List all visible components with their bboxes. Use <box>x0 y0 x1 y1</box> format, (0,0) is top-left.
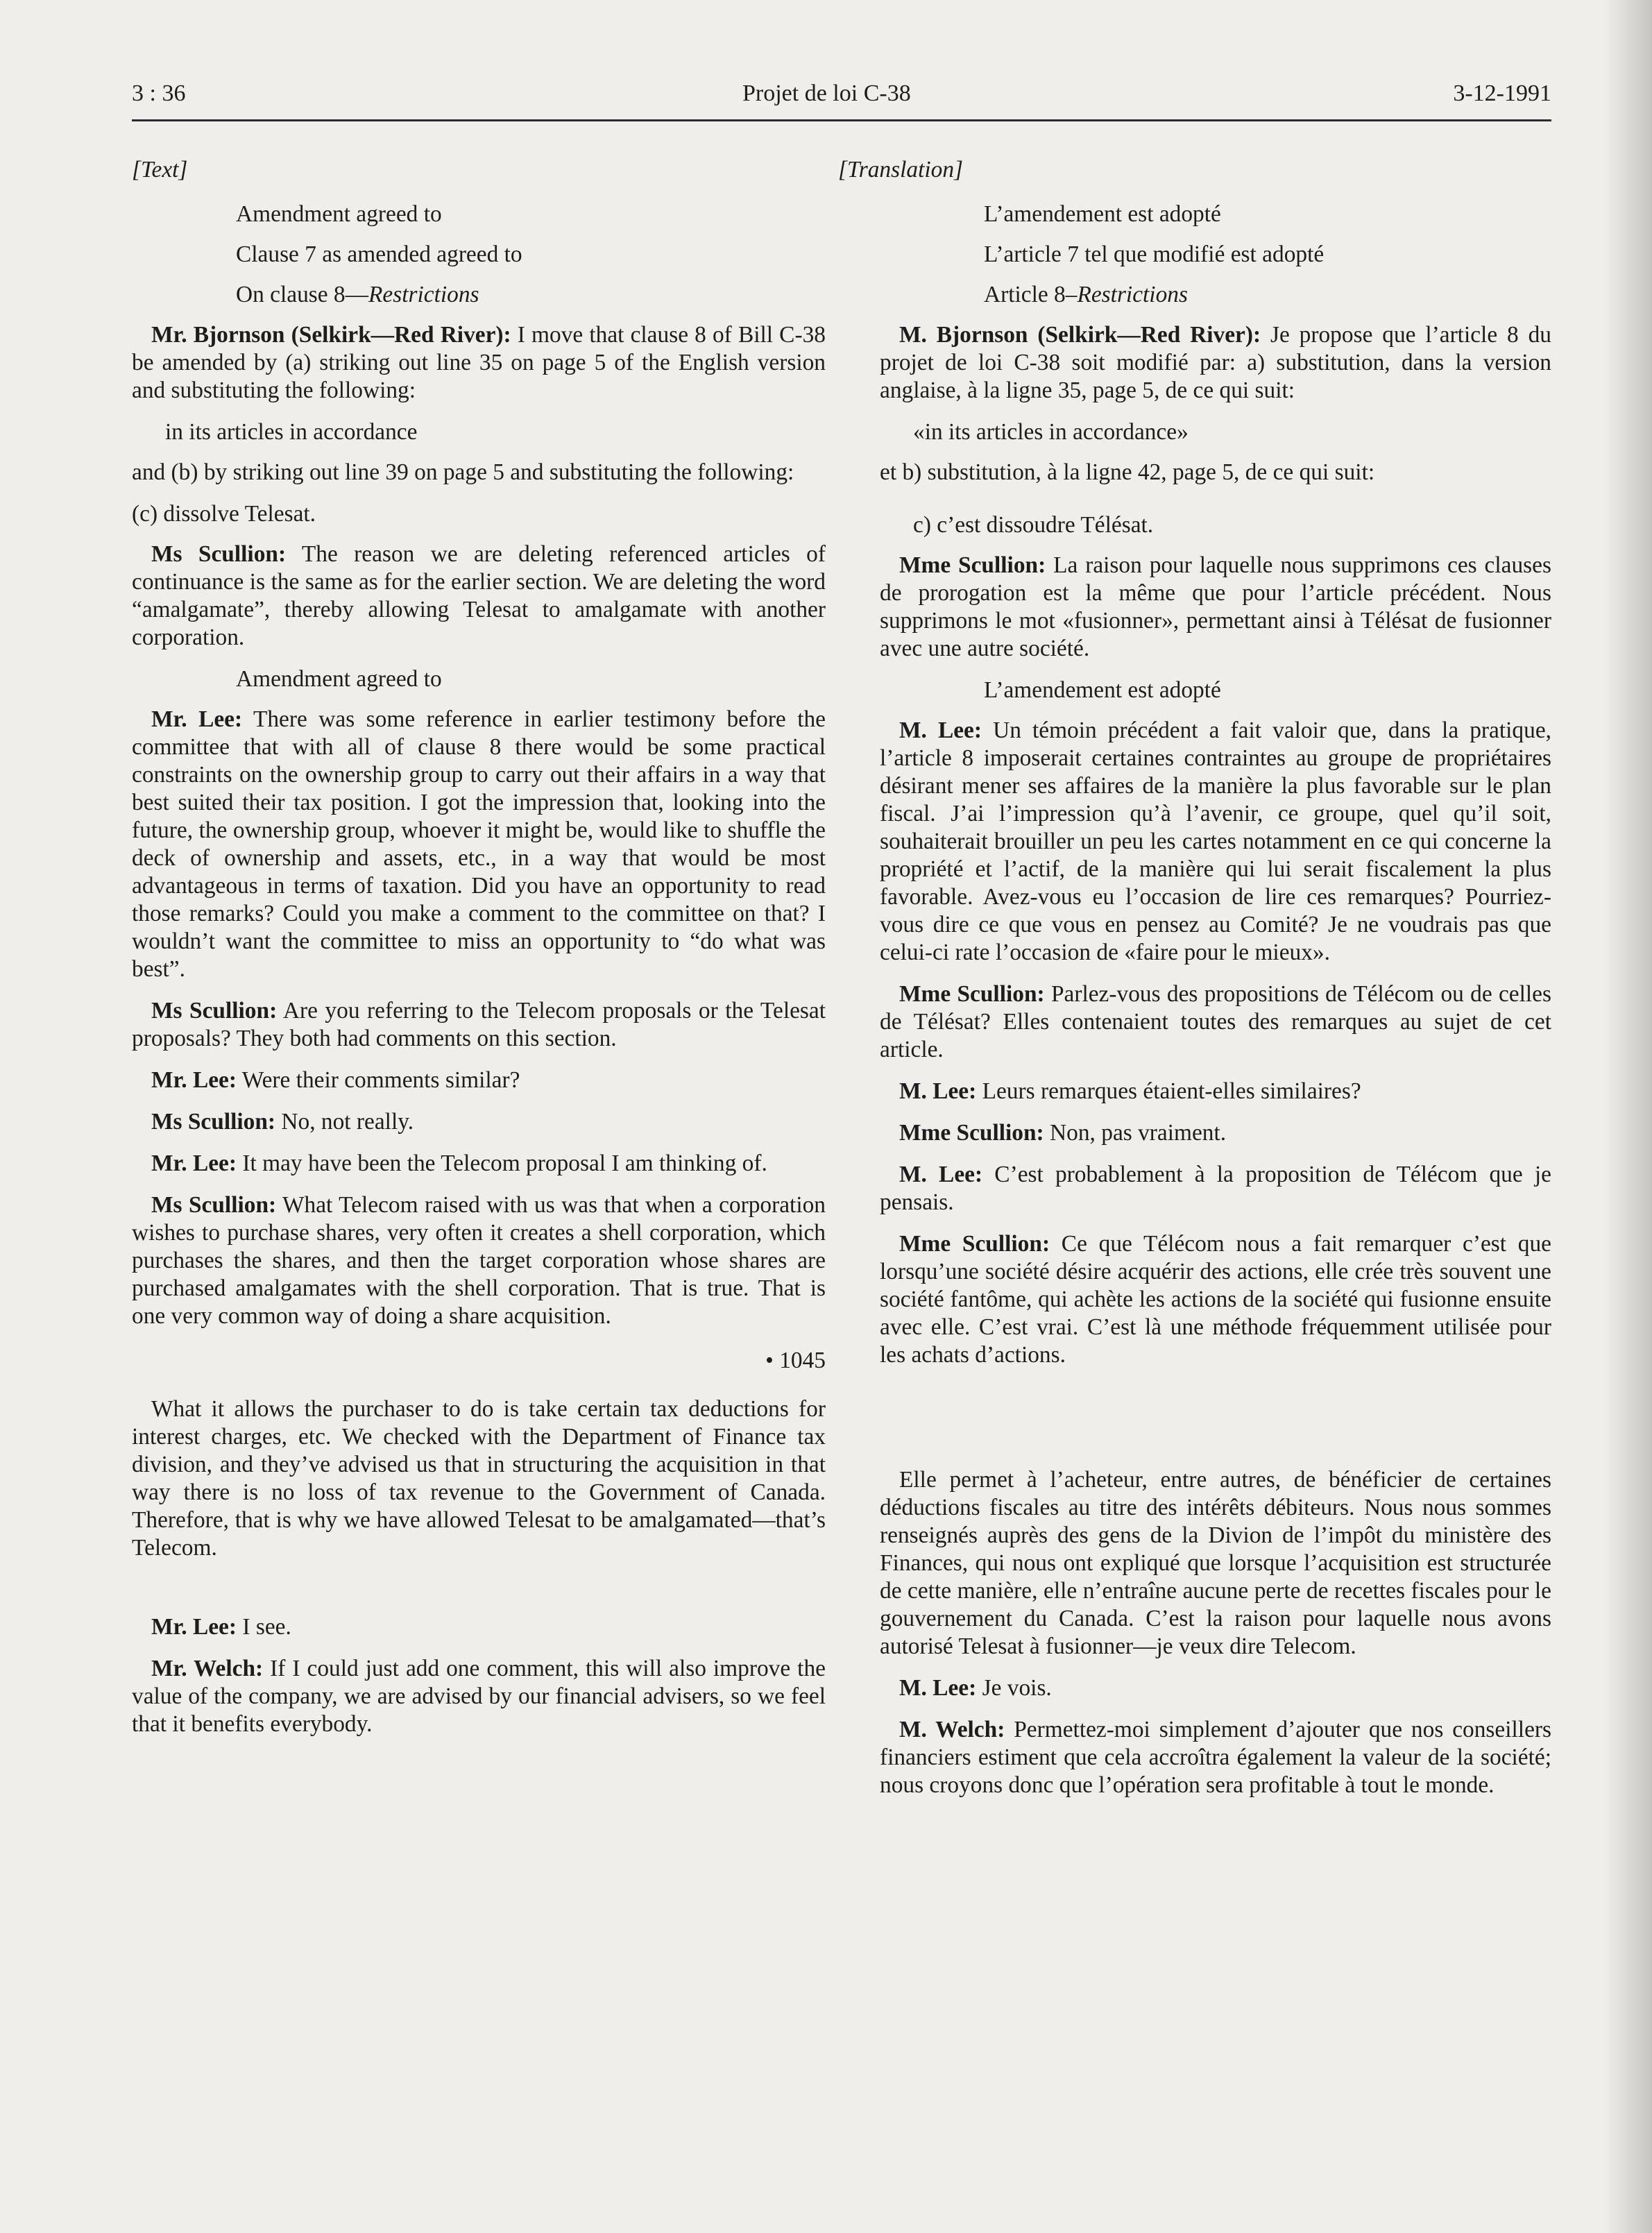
bjornson-motion <box>132 321 826 405</box>
running-title: Projet de loi C-38 <box>742 80 911 106</box>
scullion-reponse-4 <box>880 1230 1551 1369</box>
scullion-reponse-2 <box>880 980 1551 1064</box>
translation-tag: [Translation] <box>838 157 964 182</box>
speaker-name: M. Welch: <box>899 1717 1005 1742</box>
speech-text: What Telecom raised with us was that when a corporation wishes to purchase shares, very often it creates a shell corporation, which purchases the shares, and then the target corporation whose shares are purchased amalgamates with the shell corporation. That is true. That is one very common way of doing a share acquisition. <box>132 1192 826 1329</box>
article-8-prefix: Article 8– <box>984 282 1078 307</box>
lee-question-2 <box>880 1078 1551 1105</box>
lee-question-4 <box>132 1613 826 1641</box>
motion-part-b: and (b) by striking out line 39 on page 5 and substituting the following: <box>132 459 794 485</box>
page-header <box>132 78 1551 121</box>
on-clause-8 <box>132 281 826 309</box>
speaker-name: Ms Scullion: <box>151 1192 277 1218</box>
french-column <box>838 156 1551 1813</box>
speech-text: It may have been the Telecom proposal I am thinking of. <box>242 1151 767 1176</box>
speech-text: La raison pour laquelle nous supprimons ces clauses de prorogation est la même que pour l’article précédent. Nous supprimons le mot «fusionner», permettant ainsi à Télésat de fusionner avec une autre société. <box>880 552 1551 661</box>
speaker-name: Ms Scullion: <box>151 541 287 567</box>
speech-text: There was some reference in earlier testimony before the committee that with all of clause 8 there would be some practical constraints on the ownership group to carry out their affairs in a way that best suited their tax position. I got the impression that, looking into the future, the ownership group, whoever it might be, would like to shuffle the deck of ownership and assets, etc., in a way that would be most advantageous in terms of taxation. Did you have an opportunity to read those remarks? Could you make a comment to the committee on that? I wouldn’t want the committee to miss an opportunity to “do what was best”. <box>132 706 826 982</box>
speaker-name: Mr. Lee: <box>151 1151 237 1176</box>
page-number: 3 : 36 <box>132 80 186 106</box>
page-edge-shadow <box>1603 0 1652 2233</box>
speaker-name: Mme Scullion: <box>899 981 1045 1007</box>
quoted-text-2: (c) dissolve Telesat. <box>132 501 316 527</box>
proposition-part-b: et b) substitution, à la ligne 42, page 5, de ce qui suit: <box>880 459 1375 485</box>
speaker-name: Mme Scullion: <box>899 1231 1050 1257</box>
speech-text: Were their comments similar? <box>241 1067 520 1093</box>
on-clause-8-title: Restrictions <box>368 282 479 307</box>
amendment-agreed: Amendment agreed to <box>236 201 442 227</box>
article-8-title: Restrictions <box>1077 282 1188 307</box>
text-tag: [Text] <box>132 157 188 182</box>
speaker-name: Mme Scullion: <box>899 1120 1044 1146</box>
speaker-name: Mr. Bjornson (Selkirk—Red River): <box>151 322 511 348</box>
article-8 <box>880 281 1551 309</box>
lee-question-1 <box>880 717 1551 967</box>
speaker-name: M. Lee: <box>899 718 982 743</box>
speaker-name: Ms Scullion: <box>151 998 278 1024</box>
speech-text: The reason we are deleting referenced articles of continuance is the same as for the earlier section. We are deleting the word “amalgamate”, thereby allowing Telesat to amalgamate with another corporation. <box>132 541 826 650</box>
speaker-name: M. Lee: <box>899 1078 977 1104</box>
speech-text: Permettez-moi simplement d’ajouter que nos conseillers financiers estiment que cela accroîtra également la valeur de la société; nous croyons donc que l’opération sera profitable à tout le monde. <box>880 1717 1551 1798</box>
scullion-reply-3 <box>132 1108 826 1136</box>
speech-text: I move that clause 8 of Bill C-38 be amended by (a) striking out line 35 on page 5 of the English version and substituting the following: <box>132 322 826 403</box>
speaker-name: Ms Scullion: <box>151 1109 276 1135</box>
speech-text: Je propose que l’article 8 du projet de loi C-38 soit modifié par: a) substitution, dans la version anglaise, à la ligne 35, page 5, de ce qui suit: <box>880 322 1551 403</box>
speech-text: Parlez-vous des propositions de Télécom ou de celles de Télésat? Elles contenaient toutes des remarques au sujet de cet article. <box>880 981 1551 1062</box>
clause-7-agreed: Clause 7 as amended agreed to <box>236 241 522 267</box>
speaker-name: Mr. Welch: <box>151 1656 264 1681</box>
page-date: 3-12-1991 <box>1453 80 1551 106</box>
scullion-reponse-3 <box>880 1119 1551 1147</box>
speaker-name: M. Lee: <box>899 1675 977 1701</box>
speech-text: I see. <box>242 1614 291 1640</box>
speech-text: Un témoin précédent a fait valoir que, dans la pratique, l’article 8 imposerait certaines contraintes au groupe de propriétaires désirant mener ses affaires de la manière la plus favorable sur le plan fiscal. J’ai l’impression qu’à l’avenir, ce groupe, quel qu’il soit, souhaiterait brouiller un peu les cartes notamment en ce qui concerne la propriété et l’actif, de la manière qui lui serait fiscalement la plus favorable. Avez-vous eu l’occasion de lire ces remarques? Pourriez-vous dire ce que vous en pensez au Comité? Je ne voudrais pas que celui-ci rate l’occasion de «faire pour le mieux». <box>880 718 1551 965</box>
speaker-name: Mr. Lee: <box>151 706 243 732</box>
time-marker: • 1045 <box>765 1348 826 1373</box>
welch-comment <box>132 1655 826 1738</box>
scullion-reply-1 <box>132 541 826 652</box>
lee-question-1 <box>132 706 826 983</box>
scullion-reponse-1 <box>880 552 1551 663</box>
speech-text: Are you referring to the Telecom proposals or the Telesat proposals? They both had comments on this section. <box>132 998 826 1051</box>
speech-text: Je vois. <box>982 1675 1052 1701</box>
speaker-name: Mr. Lee: <box>151 1067 237 1093</box>
quoted-text-2: c) c’est dissoudre Télésat. <box>913 512 1154 538</box>
speaker-name: Mme Scullion: <box>899 552 1046 578</box>
speaker-name: Mr. Lee: <box>151 1614 237 1640</box>
speech-text: Leurs remarques étaient-elles similaires? <box>982 1078 1361 1104</box>
amendement-adopte-2: L’amendement est adopté <box>984 677 1221 703</box>
amendement-adopte: L’amendement est adopté <box>984 201 1221 227</box>
quoted-text-1: «in its articles in accordance» <box>913 419 1189 445</box>
welch-commentaire <box>880 1716 1551 1799</box>
amendment-agreed-2: Amendment agreed to <box>236 666 442 692</box>
on-clause-8-prefix: On clause 8— <box>236 282 369 307</box>
quoted-text-1: in its articles in accordance <box>165 419 418 445</box>
scullion-continued: What it allows the purchaser to do is take certain tax deductions for interest charges, etc. We checked with the Department of Finance tax division, and they’ve advised us that in structuring the acquisition in that way there is no loss of tax revenue to the Government of Canada. Therefore, that is why we have allowed Telesat to be amalgamated—that’s Telecom. <box>132 1396 826 1561</box>
speech-text: Ce que Télécom nous a fait remarquer c’est que lorsqu’une société désire acquérir des actions, elle crée très souvent une société fantôme, qui achète les actions de la société qui fusionne ensuite avec elle. C’est vrai. C’est là une méthode fréquemment utilisée pour les achats d’actions. <box>880 1231 1551 1368</box>
scullion-reply-4 <box>132 1191 826 1330</box>
bjornson-proposition <box>880 321 1551 405</box>
scullion-suite: Elle permet à l’acheteur, entre autres, de bénéficier de certaines déductions fiscales au titre des intérêts débiteurs. Nous nous sommes renseignés auprès des gens de la Divion de l’impôt du ministère des Finances, qui nous ont expliqué que lorsque l’acquisition est structurée de cette manière, elle n’entraîne aucune perte de recettes fiscales pour le gouvernement du Canada. C’est la raison pour laquelle nous avons autorisé Telesat à fusionner—je veux dire Telecom. <box>880 1467 1551 1659</box>
lee-question-2 <box>132 1067 826 1094</box>
lee-question-3 <box>880 1161 1551 1216</box>
speech-text: No, not really. <box>281 1109 414 1135</box>
lee-question-3 <box>132 1150 826 1178</box>
lee-question-4 <box>880 1674 1551 1702</box>
speaker-name: M. Bjornson (Selkirk—Red River): <box>899 322 1261 348</box>
scullion-reply-2 <box>132 997 826 1053</box>
english-column <box>132 156 826 1752</box>
speech-text: C’est probablement à la proposition de Télécom que je pensais. <box>880 1162 1551 1215</box>
speech-text: If I could just add one comment, this will also improve the value of the company, we are advised by our financial advisers, so we feel that it benefits everybody. <box>132 1656 826 1737</box>
article-7-adopte: L’article 7 tel que modifié est adopté <box>984 241 1325 267</box>
speaker-name: M. Lee: <box>899 1162 983 1187</box>
speech-text: Non, pas vraiment. <box>1050 1120 1227 1146</box>
